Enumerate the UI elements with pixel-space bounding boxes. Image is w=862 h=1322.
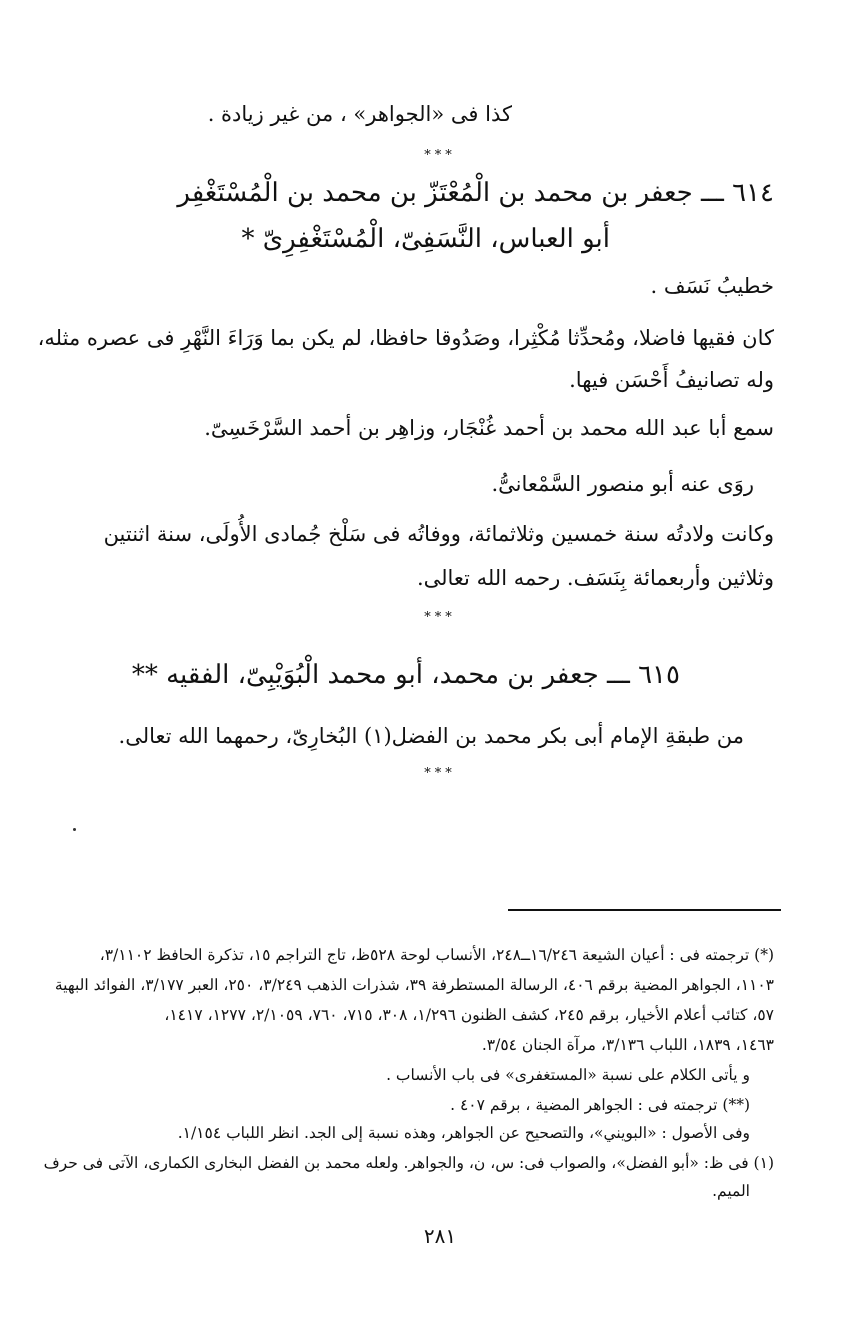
entry-615-heading: ٦١٥ ـــ جعفر بن محمد، أبو محمد الْبُوَيْبِىّ، الفقيه **	[131, 660, 680, 690]
separator-stars: ***	[424, 610, 456, 625]
entry-614-text-line: وله تصانيفُ أَحْسَن فيها.	[569, 368, 774, 392]
footnote-line: الميم.	[712, 1182, 750, 1200]
entry-614-text-line: كان فقيها فاضلا، ومُحدِّثا مُكْثِرا، وصَدُوقا حافظا، لم يكن بما وَرَاءَ النَّهْرِ فى عصره مثله،	[37, 326, 774, 350]
footnote-line: وفى الأصول : «البويني»، والتصحيح عن الجواهر، وهذه نسبة إلى الجد. انظر اللباب ١/١٥٤.	[177, 1124, 750, 1142]
footnote-line: (**) ترجمته فى : الجواهر المضية ، برقم ٤٠٧ .	[450, 1096, 750, 1114]
footnote-line: ٥٧، كتائب أعلام الأخيار، برقم ٢٤٥، كشف الظنون ١/٢٩٦، ٣٠٨، ٧١٥، ٧٦٠، ٢/١٠٥٩، ١٢٧٧، ١٤١٧،	[164, 1006, 774, 1024]
entry-614-text-line: خطيبُ نَسَف .	[650, 274, 774, 298]
entry-615-text-line: من طبقةِ الإمام أبى بكر محمد بن الفضل(١) البُخارِىّ، رحمهما الله تعالى.	[118, 724, 744, 748]
entry-614-heading: ٦١٤ ـــ جعفر بن محمد بن الْمُعْتَزّ بن محمد بن الْمُسْتَغْفِر	[177, 178, 774, 208]
footnote-line: (*) ترجمته فى : أعيان الشيعة ١٦/٢٤٦ــ٢٤٨، الأنساب لوحة ٥٢٨ظ، تاج التراجم ١٥، تذكرة الحافظ ٣/١١٠٢،	[99, 946, 774, 964]
intro-line: كذا فى «الجواهر» ، من غير زيادة .	[207, 102, 512, 126]
separator-stars: ***	[424, 148, 456, 163]
footnote-line: و يأتى الكلام على نسبة «المستغفرى» فى باب الأنساب .	[386, 1066, 750, 1084]
footnote-line: ١٤٦٣، ١٨٣٩، اللباب ٣/١٣٦، مرآة الجنان ٣/٥٤.	[481, 1036, 774, 1054]
entry-614-text-line: سمع أبا عبد الله محمد بن أحمد غُنْجَار، وزاهِر بن أحمد السَّرْخَسِىّ.	[204, 416, 774, 440]
footnote-divider	[508, 909, 781, 911]
page-number: ٢٨١	[423, 1224, 457, 1248]
separator-stars: ***	[424, 766, 456, 781]
footnote-line: (١) فى ظ: «أبو الفضل»، والصواب فى: س، ن، والجواهر. ولعله محمد بن الفضل البخارى الكمارى، الآتى فى حرف	[43, 1154, 774, 1172]
entry-614-text-line: وكانت ولادتُه سنة خمسين وثلاثمائة، ووفاتُه فى سَلْخ جُمادى الأُولَى، سنة اثنتين	[103, 522, 774, 546]
entry-614-text-line: روَى عنه أبو منصور السَّمْعانىُّ.	[491, 472, 754, 496]
footnote-line: ١١٠٣، الجواهر المضية برقم ٤٠٦، الرسالة المستطرفة ٣٩، شذرات الذهب ٣/٢٤٩، ٢٥٠، العبر ٣/١٧٧، الفوائد البهية	[54, 976, 774, 994]
entry-614-text-line: وثلاثين وأربعمائة بِنَسَف. رحمه الله تعالى.	[416, 566, 774, 590]
ink-speck	[73, 828, 76, 831]
entry-614-subheading: أبو العباس، النَّسَفِىّ، الْمُسْتَغْفِرِىّ *	[241, 224, 610, 254]
